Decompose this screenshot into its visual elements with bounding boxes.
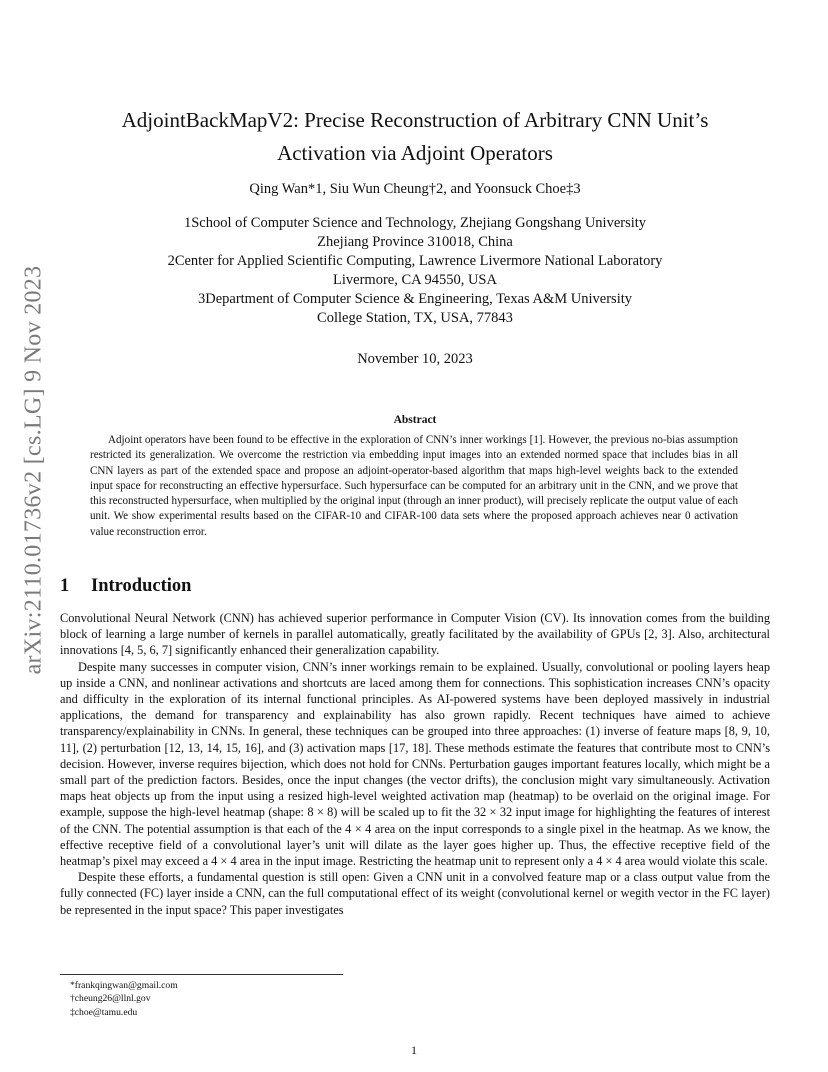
paper-title bbox=[60, 104, 770, 170]
affiliation-line: Zhejiang Province 310018, China bbox=[317, 234, 513, 250]
affiliation-line: 2Center for Applied Scientific Computing, Lawrence Livermore National Laboratory bbox=[167, 253, 663, 269]
paragraph: Despite these efforts, a fundamental question is still open: Given a CNN unit in a convolved feature map or a class output value from the fully connected (FC) layer inside a CNN, can the full computational effect of its weight (convolutional kernel or wegith vector in the FC layer) be represented in the input space? This paper investigates bbox=[60, 870, 770, 917]
author-list: Qing Wan*1, Siu Wun Cheung†2, and Yoonsuck Choe‡3 bbox=[249, 181, 581, 197]
title-line: AdjointBackMapV2: Precise Reconstruction of Arbitrary CNN Unit’s bbox=[121, 108, 709, 132]
arxiv-id: arXiv:2110.01736v2 [cs.LG] 9 Nov 2023 bbox=[20, 265, 47, 675]
title-line: Activation via Adjoint Operators bbox=[277, 141, 553, 165]
publication-date: November 10, 2023 bbox=[357, 351, 473, 367]
footnotes bbox=[70, 979, 178, 1019]
section-number: 1 bbox=[60, 576, 70, 596]
footnote-rule bbox=[60, 974, 343, 975]
footnote: *frankqingwan@gmail.com bbox=[70, 980, 178, 991]
abstract-text: Adjoint operators have been found to be effective in the exploration of CNN’s inner workings [1]. However, the previous no-bias assumption restricted its generalization. We overcome the restriction via embedding input images into an extended normed space that includes bias in all CNN layers as part of the extended space and propose an adjoint-operator-based algorithm that maps high-level weights back to the extended input space for reconstructing an effective hypersurface. Such hypersurface can be computed for an arbitrary unit in the CNN, and we prove that this reconstructed hypersurface, when multiplied by the original input (through an inner product), will precisely replicate the output value of each unit. We show experimental results based on the CIFAR-10 and CIFAR-100 data sets where the proposed approach achieves near 0 activation value reconstruction error. bbox=[90, 434, 738, 538]
footnote: †cheung26@llnl.gov bbox=[70, 993, 151, 1005]
abstract-heading: Abstract bbox=[393, 414, 437, 426]
page-number: 1 bbox=[411, 1043, 417, 1057]
paragraph: Convolutional Neural Network (CNN) has achieved superior performance in Computer Vision (CV). Its innovation comes from the building block of learning a large number of kernels in parallel automatically, greatly facilitated by the availability of GPUs [2, 3]. Also, architectural innovations [4, 5, 6, 7] significantly enhanced their generalization capability. bbox=[60, 611, 770, 658]
paragraph: Despite many successes in computer vision, CNN’s inner workings remain to be explained. Usually, convolutional or pooling layers heap up inside a CNN, and nonlinear activations and shortcuts are laced among them for connections. This sophistication increases CNN’s opacity and difficulty in the exploration of its internal functional principles. As AI-powered systems have been deployed massively in industrial applications, the demand for transparency and explainability has also grown rapidly. Recent techniques have aimed to achieve transparency/explainability in CNNs. In general, these techniques can be grouped into three approaches: (1) inverse of feature maps [8, 9, 10, 11], (2) perturbation [12, 13, 14, 15, 16], and (3) activation maps [17, 18]. These methods estimate the features that contribute most to CNN’s decision. However, inverse requires bijection, which does not hold for CNNs. Perturbation gauges important features locally, which might be a small part of the prediction factors. Besides, once the input changes (the vector drifts), the conclusion might vary simultaneously. Activation maps heat objects up from the input using a resized high-level weighted activation map (heatmap) to be overlaid on the original image. For example, suppose the high-level heatmap (shape: 8 × 8) will be scaled up to fit the 32 × 32 input image for highlighting the features of interest of the CNN. The potential assumption is that each of the 4 × 4 area on the input corresponds to a single pixel in the heatmap. As we know, the effective receptive field of a convolutional layer’s unit will dilate as the layer goes higher up. Thus, the effective receptive field of the heatmap’s pixel may exceed a 4 × 4 area in the input image. Restricting the heatmap unit to represent only a 4 × 4 area would violate this scale. bbox=[60, 659, 770, 869]
section-title: Introduction bbox=[91, 576, 192, 596]
footnote: ‡choe@tamu.edu bbox=[70, 1006, 138, 1018]
affiliations bbox=[60, 214, 770, 328]
affiliation-line: 1School of Computer Science and Technology, Zhejiang Gongshang University bbox=[183, 215, 647, 231]
affiliation-line: Livermore, CA 94550, USA bbox=[333, 272, 497, 288]
affiliation-line: College Station, TX, USA, 77843 bbox=[317, 310, 513, 326]
body-text bbox=[60, 610, 770, 918]
affiliation-line: 3Department of Computer Science & Engineering, Texas A&M University bbox=[197, 291, 633, 307]
section-heading bbox=[60, 576, 191, 597]
